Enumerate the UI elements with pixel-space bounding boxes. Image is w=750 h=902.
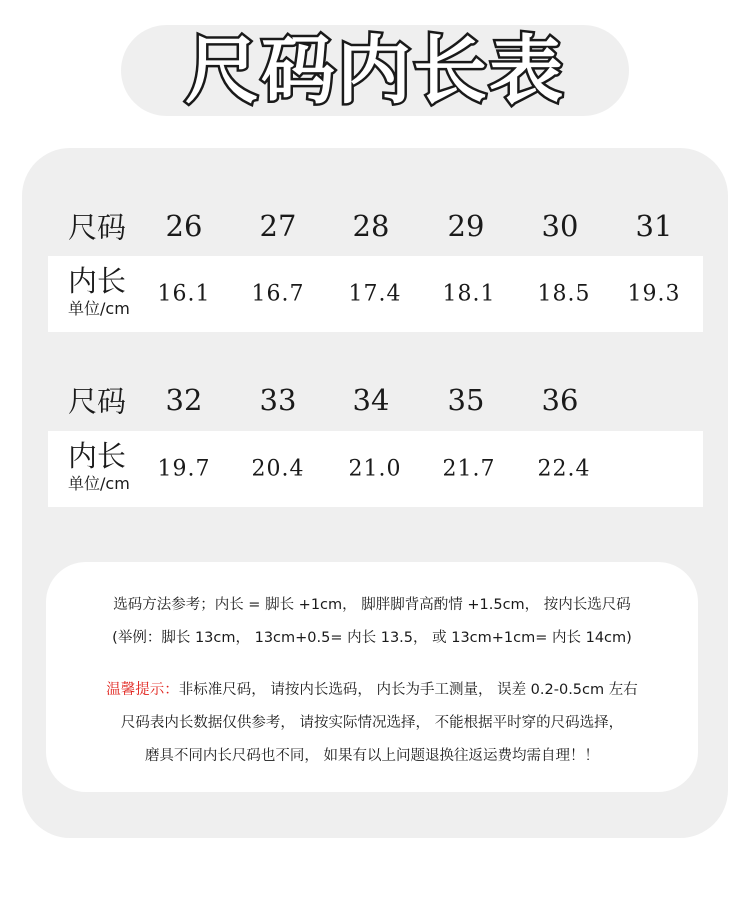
size-cell: 36 (541, 383, 579, 417)
size-header-label: 尺码 (68, 210, 127, 245)
length-label (68, 264, 130, 320)
length-cell: 17.4 (348, 281, 402, 307)
unit-label: 单位/cm (68, 299, 130, 318)
size-header-row-1 (48, 194, 703, 258)
length-label (68, 439, 130, 495)
length-row-2 (48, 431, 703, 507)
tip-line (46, 678, 698, 699)
size-cell: 35 (447, 383, 485, 417)
tip-text: 非标准尺码， 请按内长选码， 内长为手工测量， 误差 0.2-0.5cm 左右 (178, 682, 638, 698)
length-cell: 20.4 (251, 456, 305, 482)
unit-label: 单位/cm (68, 474, 130, 493)
mold-note: 磨具不同内长尺码也不同， 如果有以上问题退换往返运费均需自理！！ (144, 748, 600, 764)
length-cell: 21.7 (442, 456, 496, 482)
size-cell: 28 (352, 209, 390, 243)
size-cell: 32 (165, 383, 203, 417)
size-cell: 31 (635, 209, 673, 243)
method-note: 选码方法参考；内长 = 脚长 +1cm， 脚胖脚背高酌情 +1.5cm， 按内长选尺码 (113, 597, 631, 613)
size-cell: 29 (447, 209, 485, 243)
reference-note: 尺码表内长数据仅供参考， 请按实际情况选择， 不能根据平时穿的尺码选择， (120, 715, 624, 731)
length-cell: 18.5 (537, 281, 591, 307)
size-cell: 27 (259, 209, 297, 243)
title-banner (121, 25, 629, 116)
size-cell: 34 (352, 383, 390, 417)
example-note: (举例：脚长 13cm， 13cm+0.5= 内长 13.5， 或 13cm+1cm= 内长 14cm) (112, 630, 632, 646)
length-cell: 18.1 (442, 281, 496, 307)
length-cell: 21.0 (348, 456, 402, 482)
size-cell: 26 (165, 209, 203, 243)
length-label-text: 内长 (68, 264, 127, 298)
length-cell: 19.3 (627, 281, 681, 307)
size-header-row-2 (48, 368, 703, 432)
length-cell: 16.7 (251, 281, 305, 307)
tip-label: 温馨提示： (106, 682, 179, 698)
length-label-text: 内长 (68, 439, 127, 473)
length-cell: 19.7 (157, 456, 211, 482)
length-row-1 (48, 256, 703, 332)
length-cell: 22.4 (537, 456, 591, 482)
size-header-label: 尺码 (68, 384, 127, 419)
size-cell: 33 (259, 383, 297, 417)
size-cell: 30 (541, 209, 579, 243)
length-cell: 16.1 (157, 281, 211, 307)
page-title: 尺码内长表 (185, 28, 565, 114)
notes-box (46, 562, 698, 792)
